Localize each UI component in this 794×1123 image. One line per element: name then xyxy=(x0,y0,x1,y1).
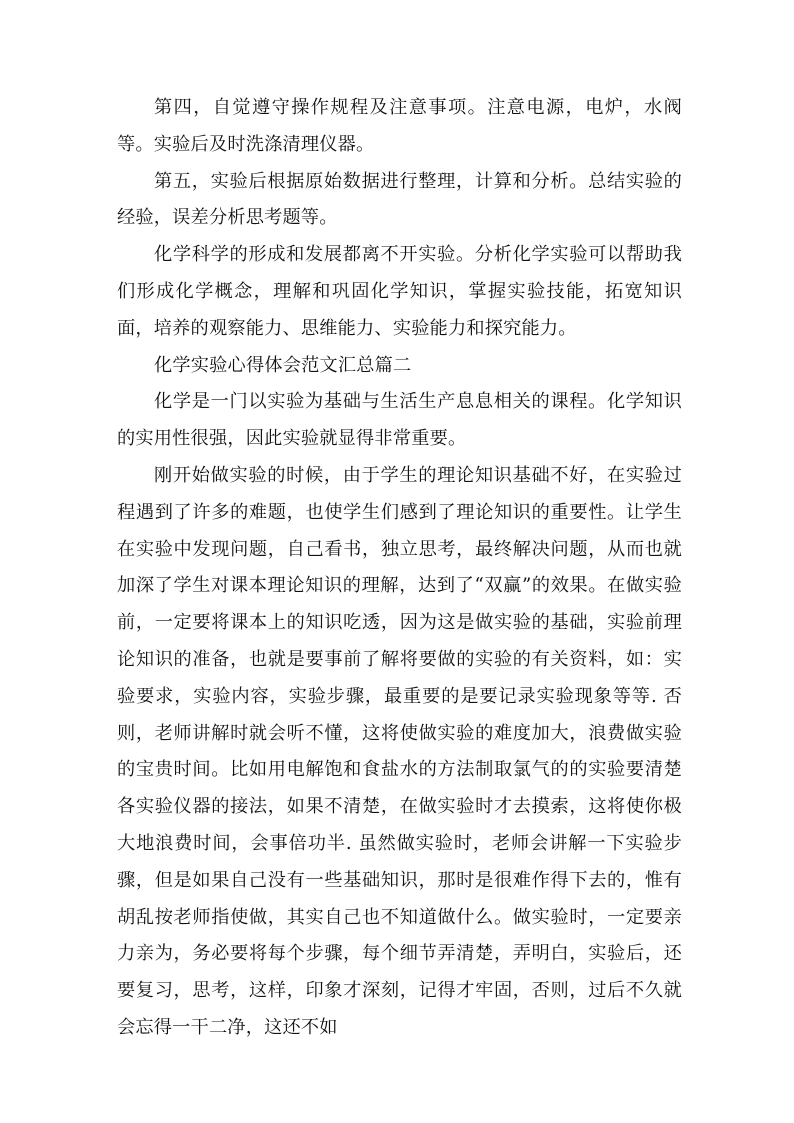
paragraph-chemistry-intro: 化学是一门以实验为基础与生活生产息息相关的课程。化学知识的实用性很强，因此实验就显得非常重要。 xyxy=(117,391,682,450)
section-heading: 化学实验心得体会范文汇总篇二 xyxy=(154,354,412,376)
paragraph-step-five: 第五，实验后根据原始数据进行整理，计算和分析。总结实验的经验，误差分析思考题等。 xyxy=(117,170,682,229)
paragraph-step-four: 第四，自觉遵守操作规程及注意事项。注意电源，电炉，水阀等。实验后及时洗涤清理仪器。 xyxy=(117,97,682,155)
document-page xyxy=(117,90,682,1047)
paragraph-experiment-experience: 刚开始做实验的时候，由于学生的理论知识基础不好，在实验过程遇到了许多的难题，也使学生们感到了理论知识的重要性。让学生在实验中发现问题，自己看书，独立思考，最终解决问题，从而也就加深了学生对课本理论知识的理解，达到了“双赢”的效果。在做实验前，一定要将课本上的知识吃透，因为这是做实验的基础，实验前理论知识的准备，也就是要事前了解将要做的实验的有关资料，如：实验要求，实验内容，实验步骤，最重要的是要记录实验现象等等. 否则，老师讲解时就会听不懂，这将使做实验的难度加大，浪费做实验的宝贵时间。比如用电解饱和食盐水的方法制取氯气的的实验要清楚各实验仪器的接法，如果不清楚，在做实验时才去摸索，这将使你极大地浪费时间，会事倍功半. 虽然做实验时，老师会讲解一下实验步骤，但是如果自己没有一些基础知识，那时是很难作得下去的，惟有胡乱按老师指使做，其实自己也不知道做什么。做实验时，一定要亲力亲为，务必要将每个步骤，每个细节弄清楚，弄明白，实验后，还要复习，思考，这样，印象才深刻，记得才牢固，否则，过后不久就会忘得一干二净，这还不如 xyxy=(117,464,682,1038)
paragraph-chemistry-science: 化学科学的形成和发展都离不开实验。分析化学实验可以帮助我们形成化学概念，理解和巩固化学知识，掌握实验技能，拓宽知识面，培养的观察能力、思维能力、实验能力和探究能力。 xyxy=(117,244,682,339)
